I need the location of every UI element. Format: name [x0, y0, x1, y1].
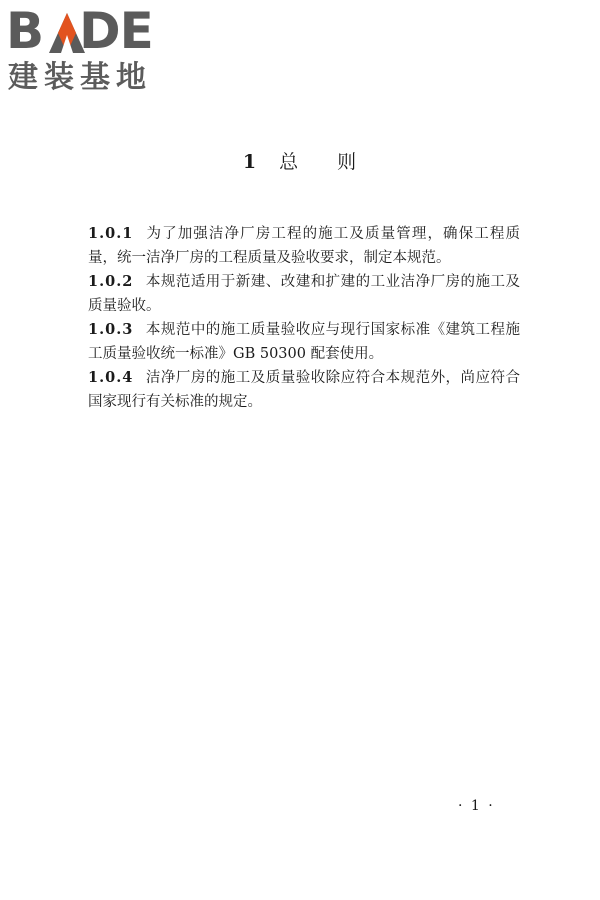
clause-number: 1.0.4 — [88, 369, 134, 386]
clause-1-0-4 — [88, 366, 520, 414]
chapter-number: 1 — [242, 151, 258, 173]
chapter-title — [0, 150, 600, 174]
page-number: · 1 · — [458, 798, 495, 814]
clause-number: 1.0.2 — [88, 273, 134, 290]
clause-list — [88, 222, 520, 414]
logo-letters-de: DE — [79, 2, 153, 60]
clause-text: 本规范中的施工质量验收应与现行国家标准《建筑工程施工质量验收统一标准》GB 50300 配套使用。 — [88, 322, 520, 362]
clause-text: 本规范适用于新建、改建和扩建的工业洁净厂房的施工及质量验收。 — [88, 274, 520, 314]
clause-number: 1.0.1 — [88, 225, 134, 242]
chapter-title-part1: 总 — [279, 151, 300, 173]
chapter-title-part2: 则 — [337, 151, 358, 173]
clause-number: 1.0.3 — [88, 321, 134, 338]
logo-letter-b: B — [6, 2, 44, 60]
logo-subtitle: 建装基地 — [8, 60, 152, 95]
publisher-logo — [6, 4, 176, 96]
clause-1-0-3 — [88, 318, 520, 366]
clause-text: 洁净厂房的施工及质量验收除应符合本规范外，尚应符合国家现行有关标准的规定。 — [88, 370, 520, 410]
logo-a-triangle-icon — [49, 13, 85, 53]
clause-text: 为了加强洁净厂房工程的施工及质量管理，确保工程质量，统一洁净厂房的工程质量及验收要求，制定本规范。 — [88, 226, 520, 266]
clause-1-0-1 — [88, 222, 520, 270]
clause-1-0-2 — [88, 270, 520, 318]
